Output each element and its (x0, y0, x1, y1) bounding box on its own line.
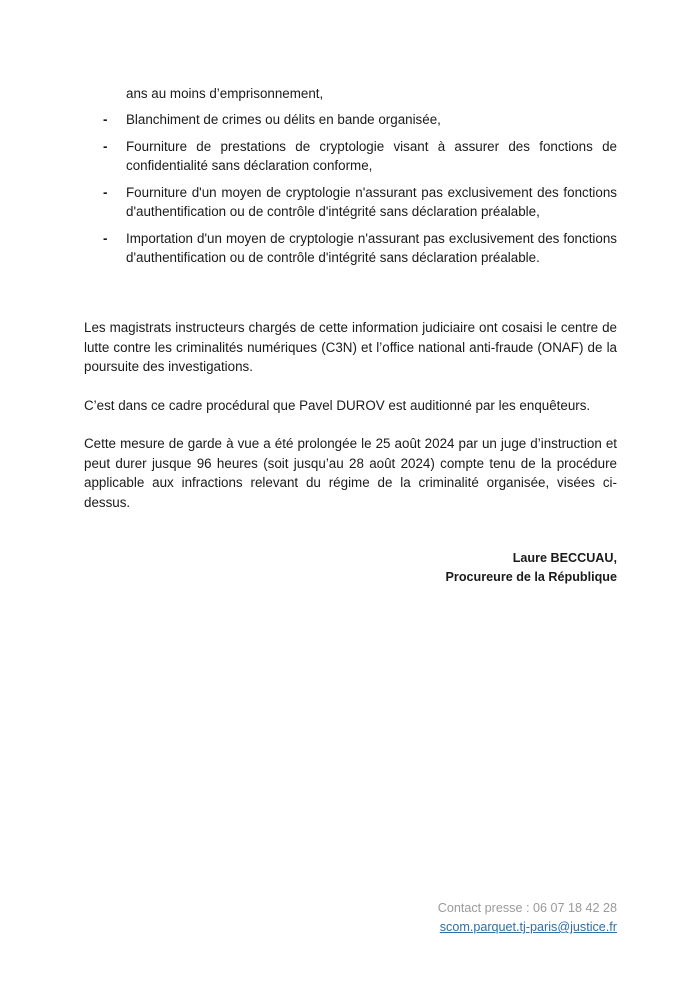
dash-bullet-icon: - (103, 112, 108, 127)
dash-bullet-icon: - (103, 139, 108, 154)
press-email-link[interactable]: scom.parquet.tj-paris@justice.fr (439, 920, 617, 934)
paragraph-investigators: Les magistrats instructeurs chargés de cette information judiciaire ont cosaisi le centre de lutte contre les criminalités numériques (C3N) et l’office national anti-fraude (ONAF) de la poursuite des investigations. (84, 320, 617, 374)
list-item (84, 183, 617, 221)
signatory-title: Procureure de la République (445, 570, 617, 584)
dash-bullet-icon: - (103, 185, 108, 200)
list-continuation-text: ans au moins d’emprisonnement, (126, 86, 324, 101)
press-contact (438, 899, 617, 937)
list-item-text: Blanchiment de crimes ou délits en bande organisée, (126, 112, 441, 127)
signature-block (446, 549, 617, 587)
paragraph-hearing: C’est dans ce cadre procédural que Pavel DUROV est auditionné par les enquêteurs. (84, 398, 591, 413)
list-item-text: Fourniture d'un moyen de cryptologie n'assurant pas exclusivement des fonctions d'authentification ou de contrôle d'intégrité sans déclaration préalable, (126, 185, 617, 219)
dash-bullet-icon: - (103, 231, 108, 246)
list-item-text: Fourniture de prestations de cryptologie visant à assurer des fonctions de confidentialité sans déclaration conforme, (126, 139, 617, 173)
paragraph-custody-extension: Cette mesure de garde à vue a été prolongée le 25 août 2024 par un juge d’instruction et peut durer jusque 96 heures (soit jusqu’au 28 août 2024) compte tenu de la procédure applicable aux infractions relevant du régime de la criminalité organisée, visées ci-dessus. (84, 436, 617, 510)
signatory-name: Laure BECCUAU, (512, 551, 617, 565)
list-item-text: Importation d'un moyen de cryptologie n'assurant pas exclusivement des fonctions d'authentification ou de contrôle d'intégrité sans déclaration préalable. (126, 231, 617, 265)
offense-list (84, 84, 617, 275)
list-item (84, 229, 617, 267)
press-phone: Contact presse : 06 07 18 42 28 (437, 901, 617, 915)
list-item (84, 137, 617, 175)
list-item (84, 110, 617, 129)
